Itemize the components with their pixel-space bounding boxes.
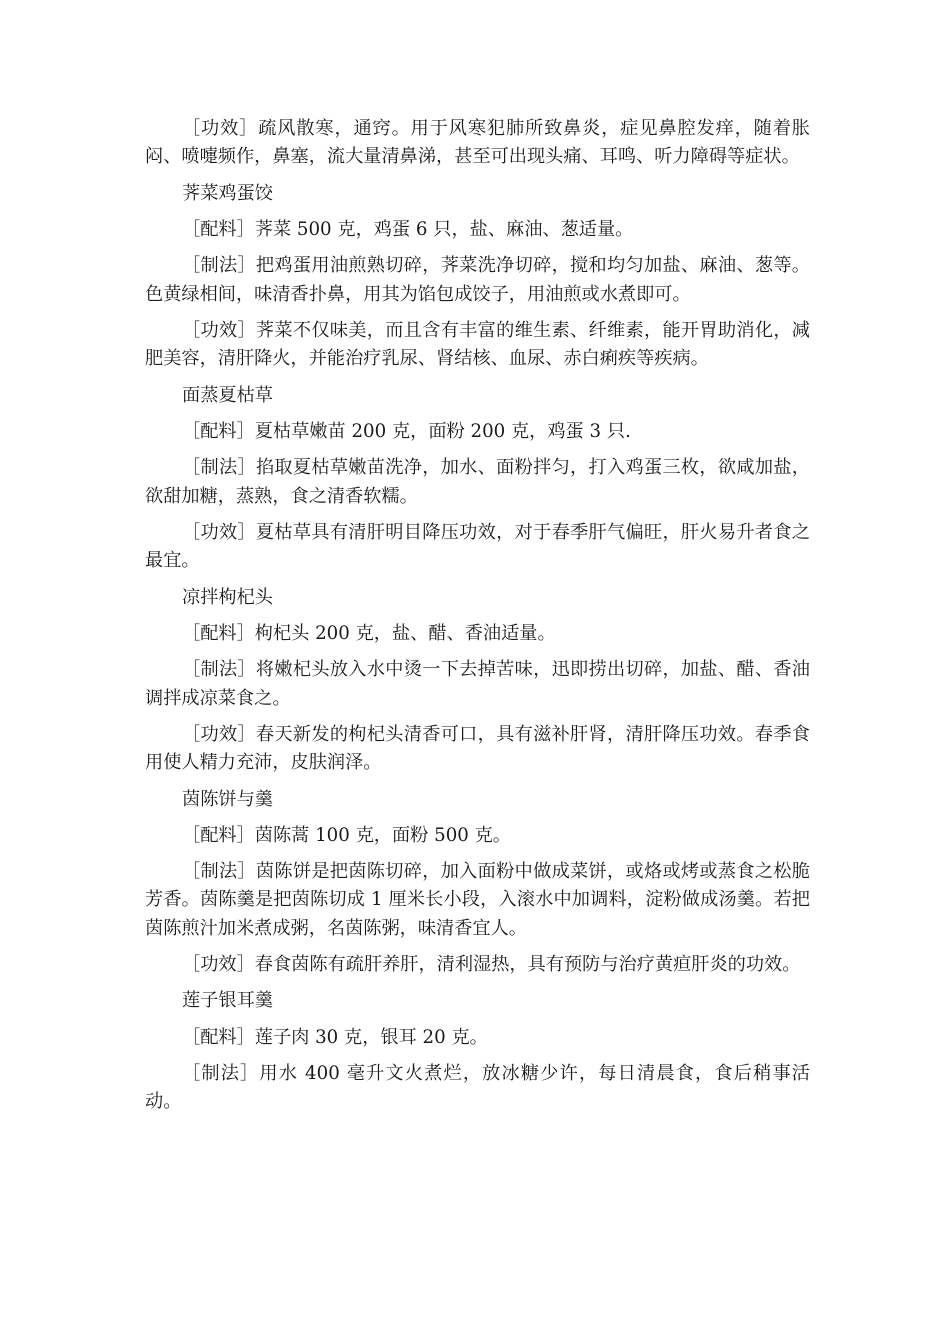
paragraph: ［功效］春天新发的枸杞头清香可口，具有滋补肝肾，清肝降压功效。春季食用使人精力充沛，皮肤润泽。 <box>145 723 810 774</box>
paragraph: ［制法］将嫩杞头放入水中烫一下去掉苦味，迅即捞出切碎，加盐、醋、香油调拌成凉菜食之。 <box>145 659 810 709</box>
paragraph: ［制法］把鸡蛋用油煎熟切碎，荠菜洗净切碎，搅和均匀加盐、麻油、葱等。色黄绿相间，味清香扑鼻，用其为馅包成饺子，用油煎或水煮即可。 <box>145 255 810 305</box>
paragraph: ［配料］莲子肉 30 克，银耳 20 克。 <box>182 1026 488 1048</box>
paragraph: ［配料］荠菜 500 克，鸡蛋 6 只，盐、麻油、葱适量。 <box>182 218 634 240</box>
paragraph: ［制法］用水 400 毫升文火煮烂，放冰糖少许，每日清晨食，食后稍事活动。 <box>145 1063 810 1113</box>
paragraph: ［配料］茵陈蒿 100 克，面粉 500 克。 <box>182 824 511 846</box>
paragraph: ［功效］春食茵陈有疏肝养肝，清利湿热，具有预防与治疗黄疸肝炎的功效。 <box>182 954 801 976</box>
paragraph: ［功效］夏枯草具有清肝明目降压功效，对于春季肝气偏旺，肝火易升者食之最宜。 <box>145 521 810 572</box>
recipe-title: 面蒸夏枯草 <box>182 384 273 406</box>
paragraph: ［制法］掐取夏枯草嫩苗洗净，加水、面粉拌匀，打入鸡蛋三枚，欲咸加盐，欲甜加糖，蒸熟，食之清香软糯。 <box>145 457 810 507</box>
recipe-title: 凉拌枸杞头 <box>182 586 273 608</box>
paragraph: ［制法］茵陈饼是把茵陈切碎，加入面粉中做成菜饼，或烙或烤或蒸食之松脆芳香。茵陈羹是把茵陈切成 1 厘米长小段，入滚水中加调料，淀粉做成汤羹。若把茵陈煎汁加米煮成粥，名茵陈粥，味清香宜人。 <box>145 861 810 939</box>
paragraph: ［功效］疏风散寒，通窍。用于风寒犯肺所致鼻炎，症见鼻腔发痒，随着胀闷、喷嚏频作，鼻塞，流大量清鼻涕，甚至可出现头痛、耳鸣、听力障碍等症状。 <box>145 118 810 168</box>
paragraph: ［配料］夏枯草嫩苗 200 克，面粉 200 克，鸡蛋 3 只. <box>182 420 631 442</box>
paragraph: ［功效］荠菜不仅味美，而且含有丰富的维生素、纤维素，能开胃助消化，减肥美容，清肝降火，并能治疗乳尿、肾结核、血尿、赤白痢疾等疾病。 <box>145 319 810 370</box>
recipe-title: 荠菜鸡蛋饺 <box>182 182 273 204</box>
recipe-title: 茵陈饼与羹 <box>182 788 273 810</box>
recipe-title: 莲子银耳羹 <box>182 990 273 1012</box>
document-body <box>145 115 810 1125</box>
paragraph: ［配料］枸杞头 200 克，盐、醋、香油适量。 <box>182 622 556 644</box>
